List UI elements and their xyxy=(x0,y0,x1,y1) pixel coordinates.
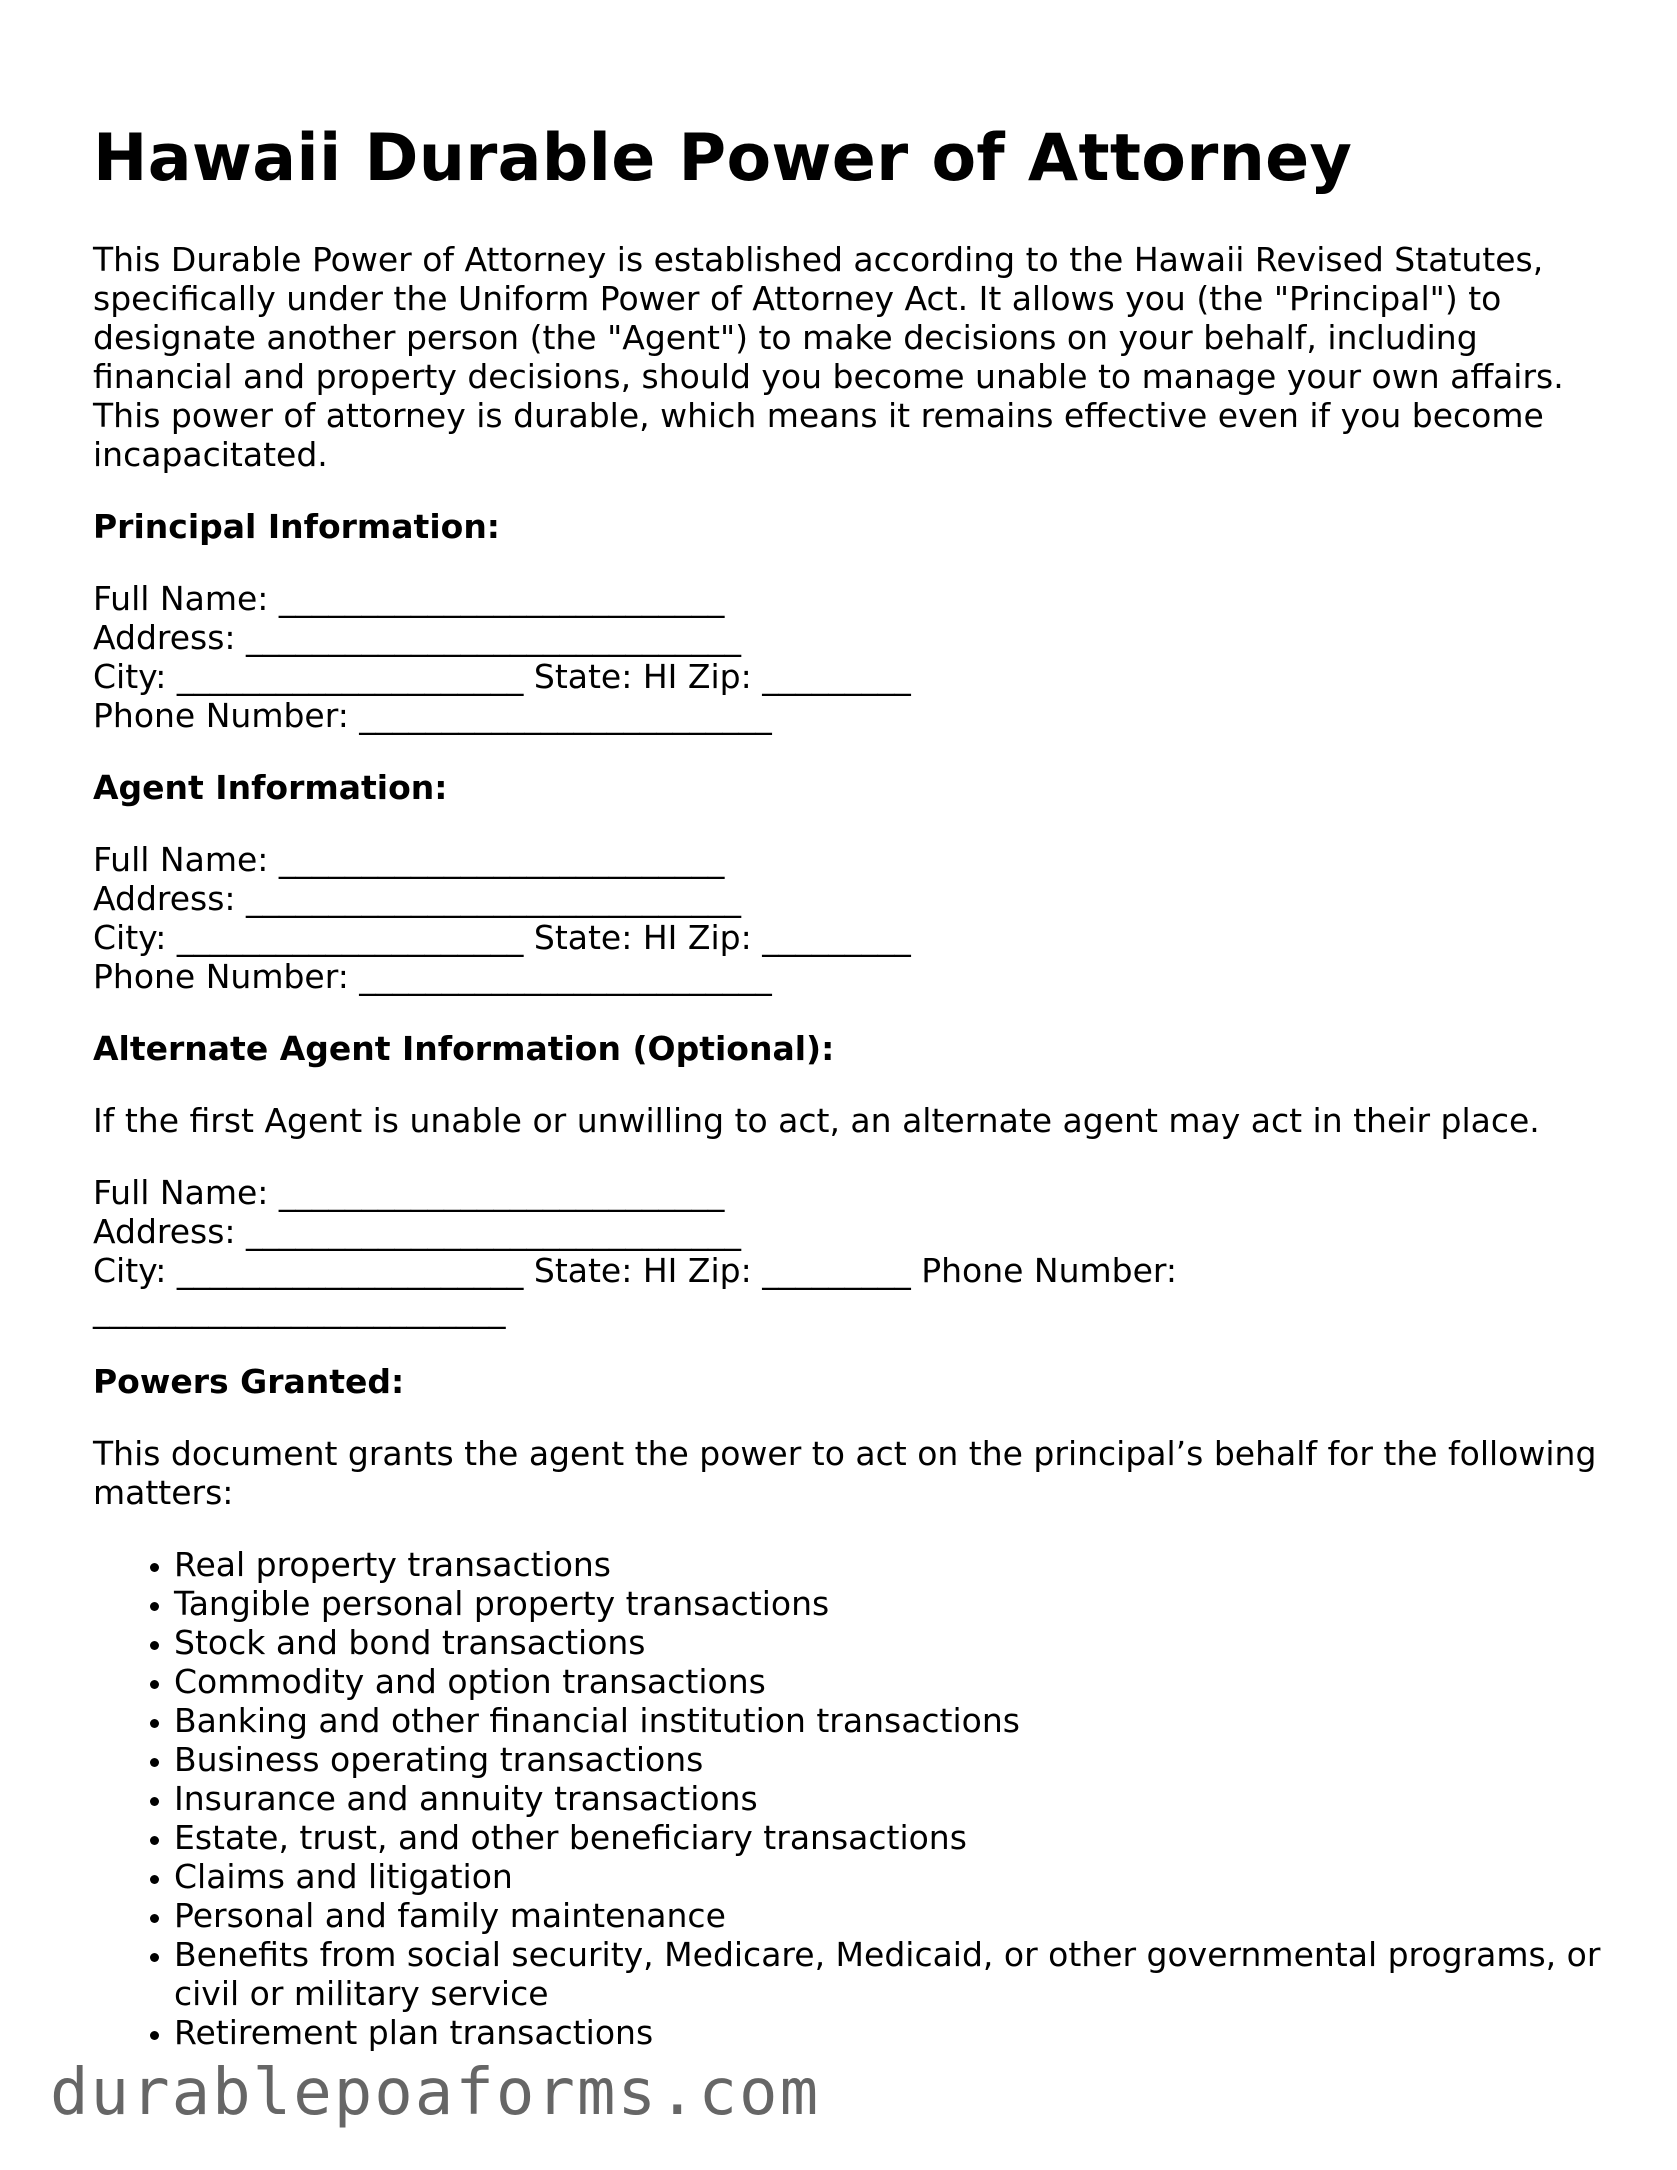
list-item: • Banking and other financial institution transactions xyxy=(174,1701,1613,1740)
principal-heading: Principal Information: xyxy=(93,507,501,546)
list-item: • Personal and family maintenance xyxy=(174,1896,1613,1935)
alternate-agent-heading: Alternate Agent Information (Optional): xyxy=(93,1029,835,1068)
principal-city-state-zip-field: City: _____________________ State: HI Zip: _________ xyxy=(93,657,911,696)
agent-fields xyxy=(93,840,1613,996)
intro-paragraph: This Durable Power of Attorney is established according to the Hawaii Revised Statutes, specifically under the Uniform Power of Attorney Act. It allows you (the "Principal") to designate another person (the "Agent") to make decisions on your behalf, including financial and property decisions, should you become unable to manage your own affairs. This power of attorney is durable, which means it remains effective even if you become incapacitated. xyxy=(93,240,1564,474)
powers-list xyxy=(93,1545,1613,2052)
list-item: • Estate, trust, and other beneficiary transactions xyxy=(174,1818,1613,1857)
principal-address-field: Address: ______________________________ xyxy=(93,618,742,657)
alternate-city-state-zip-phone-field: City: _____________________ State: HI Zip: _________ Phone Number: xyxy=(93,1251,1178,1290)
alternate-phone-blank: _________________________ xyxy=(93,1290,506,1329)
page-title: Hawaii Durable Power of Attorney xyxy=(93,121,1353,196)
list-item: • Insurance and annuity transactions xyxy=(174,1779,1613,1818)
powers-heading: Powers Granted: xyxy=(93,1362,405,1401)
list-item: • Tangible personal property transactions xyxy=(174,1584,1613,1623)
list-item: • Retirement plan transactions xyxy=(174,2013,1613,2052)
agent-heading: Agent Information: xyxy=(93,768,448,807)
agent-full-name-field: Full Name: ___________________________ xyxy=(93,840,725,879)
principal-fields xyxy=(93,579,1613,735)
powers-description: This document grants the agent the power to act on the principal’s behalf for the following matters: xyxy=(93,1434,1597,1512)
agent-address-field: Address: ______________________________ xyxy=(93,879,742,918)
principal-phone-field: Phone Number: _________________________ xyxy=(93,696,772,735)
list-item: • Benefits from social security, Medicare, Medicaid, or other governmental programs, or civil or military service xyxy=(174,1935,1613,2013)
alternate-address-field: Address: ______________________________ xyxy=(93,1212,742,1251)
principal-full-name-field: Full Name: ___________________________ xyxy=(93,579,725,618)
list-item: • Business operating transactions xyxy=(174,1740,1613,1779)
alternate-agent-fields xyxy=(93,1173,1613,1329)
list-item: • Claims and litigation xyxy=(174,1857,1613,1896)
site-watermark: durablepoaforms.com xyxy=(50,2056,821,2130)
document-page xyxy=(93,118,1613,2052)
list-item: • Real property transactions xyxy=(174,1545,1613,1584)
agent-city-state-zip-field: City: _____________________ State: HI Zip: _________ xyxy=(93,918,911,957)
agent-phone-field: Phone Number: _________________________ xyxy=(93,957,772,996)
alternate-agent-description: If the first Agent is unable or unwilling to act, an alternate agent may act in their place. xyxy=(93,1101,1540,1140)
list-item: • Stock and bond transactions xyxy=(174,1623,1613,1662)
list-item: • Commodity and option transactions xyxy=(174,1662,1613,1701)
alternate-full-name-field: Full Name: ___________________________ xyxy=(93,1173,725,1212)
